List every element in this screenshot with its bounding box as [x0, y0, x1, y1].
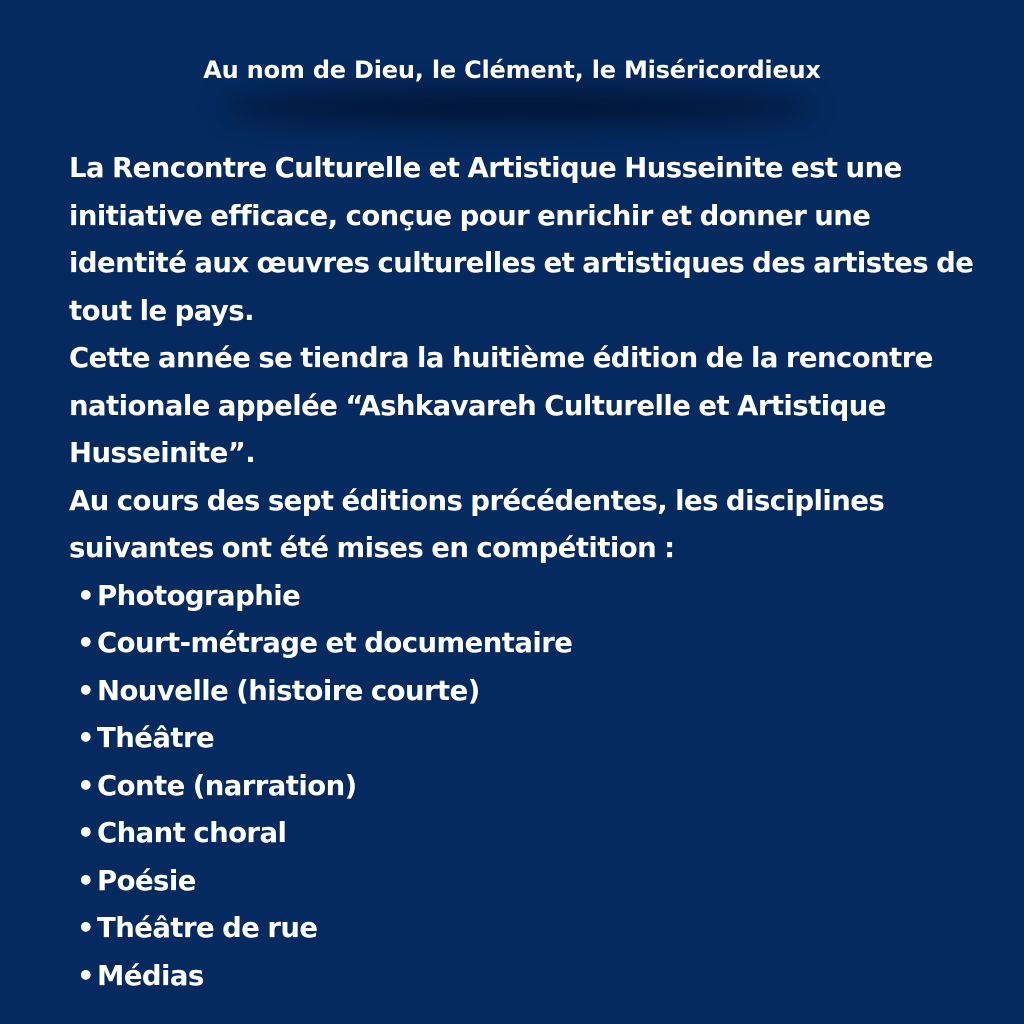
discipline-label: Médias — [97, 959, 204, 992]
discipline-label: Théâtre de rue — [97, 912, 318, 944]
discipline-label: Photographie — [97, 579, 301, 612]
list-item — [69, 858, 994, 906]
discipline-label: Poésie — [97, 864, 196, 897]
disciplines-intro-paragraph: Au cours des sept éditions précédentes, les disciplines suivantes ont été mises en compétition : — [69, 484, 885, 564]
list-item — [69, 668, 994, 716]
bullet-icon: • — [77, 864, 95, 897]
list-item — [69, 573, 994, 621]
bullet-icon: • — [77, 817, 95, 849]
list-item — [69, 953, 994, 1001]
bullet-icon: • — [77, 627, 95, 659]
bullet-icon: • — [77, 769, 95, 802]
discipline-label: Court-métrage et documentaire — [97, 627, 573, 659]
list-item — [69, 620, 994, 668]
intro-paragraph: La Rencontre Culturelle et Artistique Husseinite est une initiative efficace, conçue pour enrichir et donner une identité aux œuvres culturelles et artistiques des artistes de tout le pays. — [69, 152, 974, 327]
discipline-label: Théâtre — [97, 722, 215, 754]
page-title: Au nom de Dieu, le Clément, le Miséricordieux — [203, 56, 821, 84]
list-item — [69, 810, 994, 858]
header-shadow — [222, 88, 812, 126]
disciplines-list — [69, 573, 994, 1001]
list-item — [69, 905, 994, 953]
bullet-icon: • — [77, 912, 95, 944]
list-item — [69, 715, 994, 763]
bullet-icon: • — [77, 959, 95, 992]
bullet-icon: • — [77, 579, 95, 612]
bullet-icon: • — [77, 674, 95, 707]
discipline-label: Nouvelle (histoire courte) — [97, 674, 480, 707]
edition-paragraph: Cette année se tiendra la huitième édition de la rencontre nationale appelée “Ashkavareh Culturelle et Artistique Husseinite”. — [69, 342, 933, 469]
discipline-label: Conte (narration) — [97, 769, 357, 802]
discipline-label: Chant choral — [97, 817, 287, 849]
announcement-body — [69, 145, 994, 1000]
bullet-icon: • — [77, 722, 95, 754]
list-item — [69, 763, 994, 811]
